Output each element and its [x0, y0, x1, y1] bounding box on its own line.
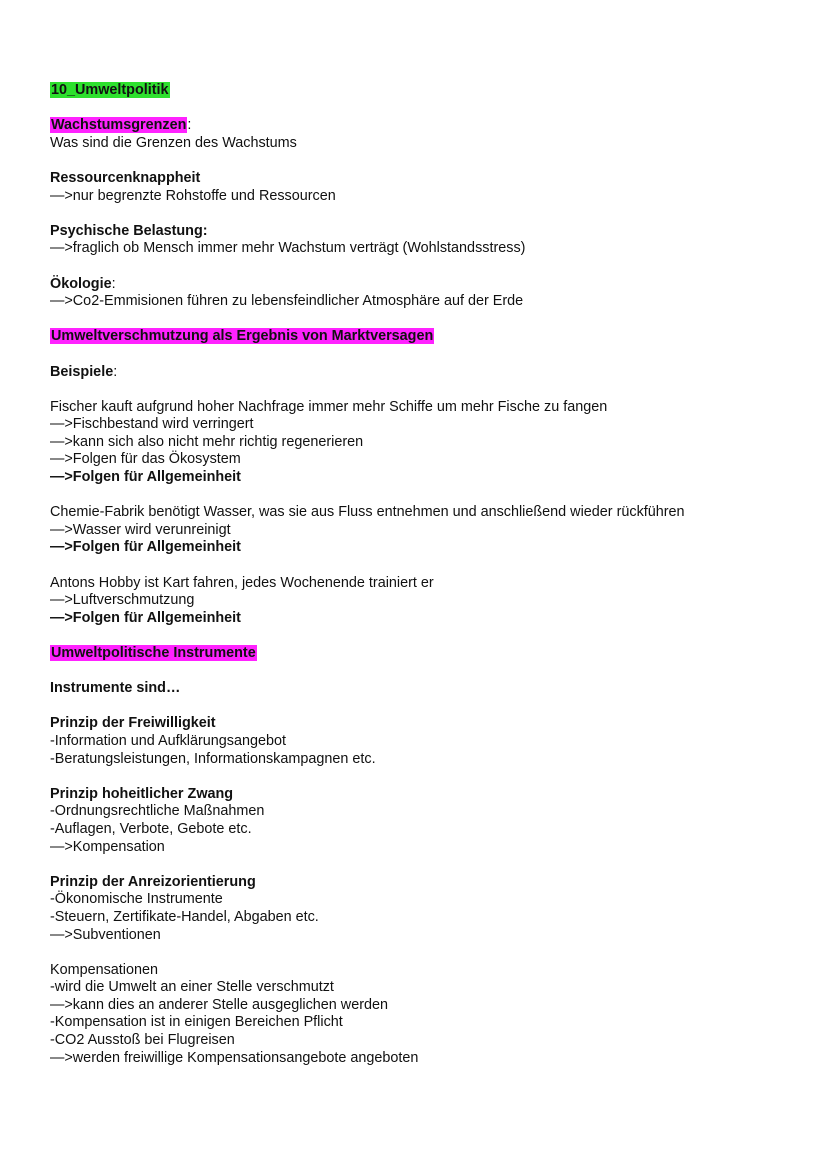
- example-line: —>kann sich also nicht mehr richtig regenerieren: [50, 433, 364, 450]
- kompensation-line: -wird die Umwelt an einer Stelle verschmutzt: [50, 979, 334, 996]
- section-heading-wachstum: Wachstumsgrenzen: [51, 117, 187, 134]
- item-title-line: [50, 170, 790, 188]
- principle-line: -Ordnungsrechtliche Maßnahmen: [50, 803, 265, 820]
- example-line: —>Luftverschmutzung: [50, 592, 195, 609]
- kompensation-line: —>kann dies an anderer Stelle ausgeglichen werden: [50, 996, 389, 1013]
- principle-line: —>Subventionen: [50, 926, 161, 943]
- item-title: Ressourcenknappheit: [50, 169, 201, 186]
- example-conclusion: —>Folgen für Allgemeinheit: [50, 609, 241, 626]
- principle-line: —>Kompensation: [50, 838, 165, 855]
- section-heading-markt: Umweltverschmutzung als Ergebnis von Marktversagen: [51, 328, 434, 345]
- example-lead: Antons Hobby ist Kart fahren, jedes Wochenende trainiert er: [50, 574, 434, 591]
- document-body: [50, 82, 790, 1067]
- example-conclusion: —>Folgen für Allgemeinheit: [50, 539, 241, 556]
- document-title: 10_Umweltpolitik: [51, 82, 169, 98]
- kompensation-line: -CO2 Ausstoß bei Flugreisen: [50, 1032, 235, 1049]
- item-title: Psychische Belastung:: [50, 222, 208, 239]
- principle-title: Prinzip hoheitlicher Zwang: [50, 785, 234, 802]
- example-lead: Chemie-Fabrik benötigt Wasser, was sie aus Fluss entnehmen und anschließend wieder rückführen: [50, 504, 685, 521]
- kompensation-line: -Kompensation ist in einigen Bereichen Pflicht: [50, 1014, 343, 1031]
- question-text: Was sind die Grenzen des Wachstums: [50, 134, 297, 151]
- item-text: —>Co2-Emmisionen führen zu lebensfeindlicher Atmosphäre auf der Erde: [50, 293, 524, 310]
- principle-line: -Beratungsleistungen, Informationskampagnen etc.: [50, 750, 376, 767]
- instrumente-intro: Instrumente sind…: [50, 680, 181, 697]
- example-line: —>Fischbestand wird verringert: [50, 416, 254, 433]
- principle-title: Prinzip der Anreizorientierung: [50, 873, 256, 890]
- example-line: —>Folgen für das Ökosystem: [50, 451, 241, 468]
- section-heading-line: Wachstumsgrenzen:: [51, 117, 192, 134]
- principle-line: -Information und Aufklärungsangebot: [50, 732, 287, 749]
- item-text: —>nur begrenzte Rohstoffe und Ressourcen: [50, 187, 336, 204]
- principle-title: Prinzip der Freiwilligkeit: [50, 715, 216, 732]
- example-conclusion: —>Folgen für Allgemeinheit: [50, 469, 241, 486]
- item-title-line: Ökologie:: [50, 275, 116, 292]
- principle-line: -Auflagen, Verbote, Gebote etc.: [50, 820, 252, 837]
- section-heading-instrumente: Umweltpolitische Instrumente: [51, 645, 256, 661]
- kompensation-line: —>werden freiwillige Kompensationsangebote angeboten: [50, 1049, 419, 1066]
- example-lead: Fischer kauft aufgrund hoher Nachfrage immer mehr Schiffe um mehr Fische zu fangen: [50, 398, 608, 415]
- document-title-line: [50, 82, 790, 100]
- item-title: Ökologie: [50, 275, 112, 292]
- section-heading-line: [50, 645, 790, 663]
- example-line: —>Wasser wird verunreinigt: [50, 521, 231, 538]
- section-heading-line: [50, 328, 790, 346]
- beispiele-line: Beispiele:: [50, 363, 118, 380]
- principle-line: -Steuern, Zertifikate-Handel, Abgaben etc.: [50, 908, 319, 925]
- kompensation-title: Kompensationen: [50, 961, 159, 978]
- item-text: —>fraglich ob Mensch immer mehr Wachstum verträgt (Wohlstandsstress): [50, 240, 526, 257]
- principle-line: -Ökonomische Instrumente: [50, 891, 223, 908]
- item-title-line: [50, 223, 790, 241]
- beispiele-label: Beispiele: [50, 363, 114, 380]
